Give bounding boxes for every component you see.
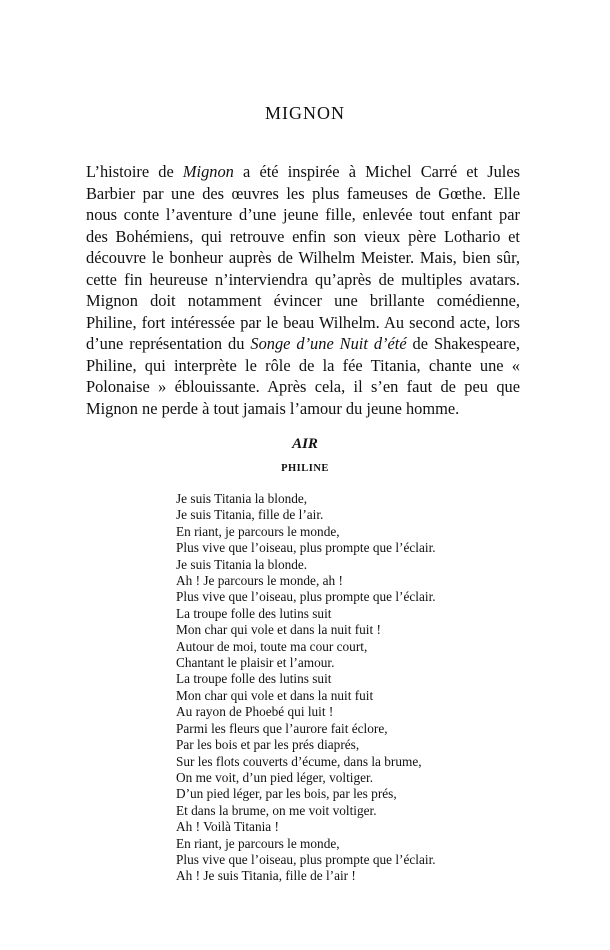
page-title: MIGNON: [265, 103, 345, 123]
poem-line: Par les bois et par les prés diaprés,: [176, 737, 360, 753]
poem-line: Autour de moi, toute ma cour court,: [176, 638, 368, 654]
intro-text-1: L’histoire de: [86, 162, 183, 181]
poem-line: Je suis Titania, fille de l’air.: [176, 507, 324, 523]
poem-line: Ah ! Je suis Titania, fille de l’air !: [176, 868, 356, 884]
poem-line: Plus vive que l’oiseau, plus prompte que l’éclair.: [176, 851, 436, 867]
intro-text-3: de Shakespeare, Philine, qui interprète le rôle de la fée Titania, chante une « Polonaise » éblouissante. Après cela, il s’en faut de peu que Mignon ne perde à tout jamais l’amour du jeune homme.: [86, 334, 520, 418]
poem-line: En riant, je parcours le monde,: [176, 523, 340, 539]
poem-line: Ah ! Voilà Titania !: [176, 819, 279, 835]
air-heading: AIR: [292, 436, 318, 452]
poem-line: Je suis Titania la blonde.: [176, 556, 308, 572]
poem-line: En riant, je parcours le monde,: [176, 835, 340, 851]
poem-line: Je suis Titania la blonde,: [176, 491, 308, 506]
poem-line: Chantant le plaisir et l’amour.: [176, 655, 335, 671]
poem-line: Mon char qui vole et dans la nuit fuit: [176, 687, 374, 703]
poem-line: La troupe folle des lutins suit: [176, 671, 332, 687]
intro-paragraph: [86, 161, 520, 419]
poem-line: D’un pied léger, par les bois, par les prés,: [176, 786, 397, 802]
poem-line: Plus vive que l’oiseau, plus prompte que l’éclair.: [176, 540, 436, 556]
poem-line: Ah ! Je parcours le monde, ah !: [176, 573, 343, 589]
poem-line: Parmi les fleurs que l’aurore fait éclore,: [176, 720, 388, 736]
intro-italic-songe: Songe d’une Nuit d’été: [250, 334, 407, 353]
poem-line: Mon char qui vole et dans la nuit fuit !: [176, 622, 381, 638]
intro-italic-mignon: Mignon: [182, 162, 234, 181]
poem-line: La troupe folle des lutins suit: [176, 605, 332, 621]
poem-lyrics: [176, 491, 536, 885]
poem-line: Au rayon de Phoebé qui luit !: [176, 704, 334, 720]
role-heading: PHILINE: [281, 463, 329, 474]
poem-line: Et dans la brume, on me voit voltiger.: [176, 802, 377, 818]
poem-line: On me voit, d’un pied léger, voltiger.: [176, 769, 374, 785]
poem-line: Plus vive que l’oiseau, plus prompte que l’éclair.: [176, 589, 436, 605]
poem-line: Sur les flots couverts d’écume, dans la brume,: [176, 753, 422, 769]
intro-text-2: a été inspirée à Michel Carré et Jules Barbier par une des œuvres les plus fameuses de Gœthe. Elle nous conte l’aventure d’une jeune fille, enlevée tout enfant par des Bohémiens, qui retrouve enfin son vieux père Lothario et découvre le bonheur auprès de Wilhelm Meister. Mais, bien sûr, cette fin heureuse n’interviendra qu’après de multiples avatars. Mignon doit notamment évincer une brillante comédienne, Philine, fort intéressée par le beau Wilhelm. Au second acte, lors d’une représentation du: [86, 162, 520, 353]
